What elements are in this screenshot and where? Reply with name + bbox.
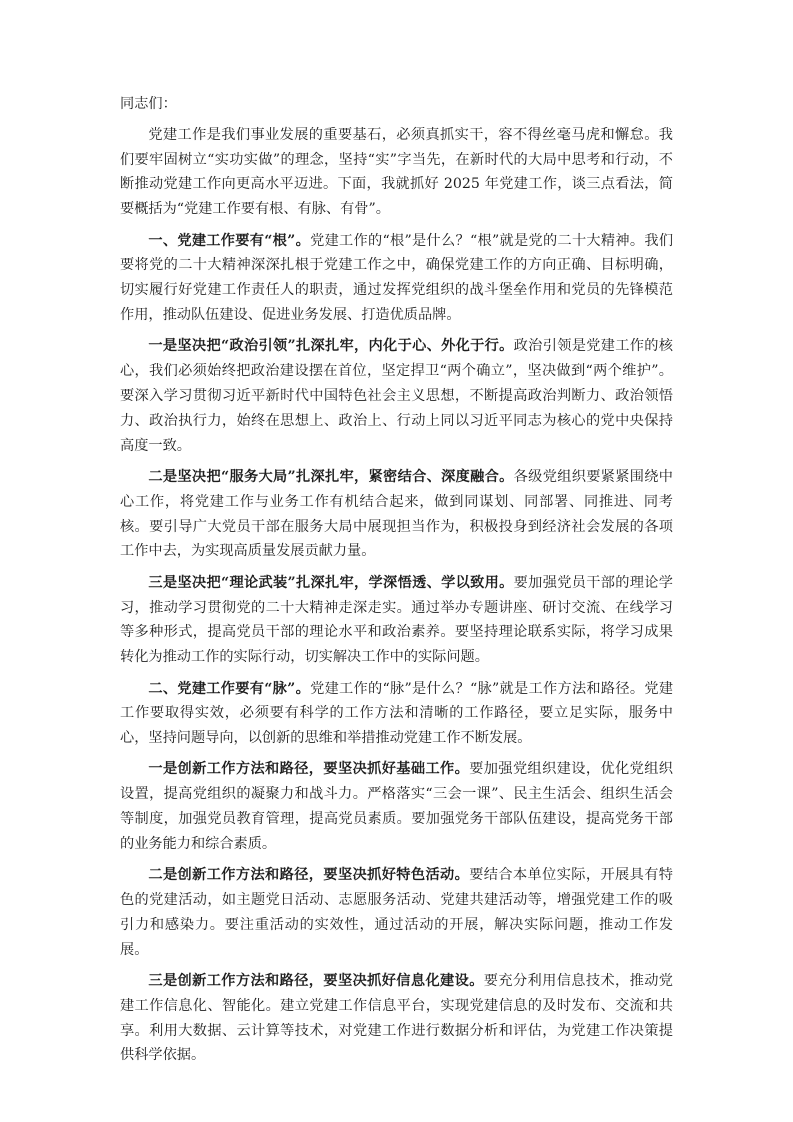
paragraph-political-guidance bbox=[120, 334, 673, 458]
paragraph-lead: 三是坚决把“理论武装”扎深扎牢，学深悟透、学以致用。 bbox=[148, 574, 514, 591]
paragraph-lead: 一是坚决把“政治引领”扎深扎牢，内化于心、外化于行。 bbox=[148, 338, 514, 355]
paragraph-lead: 三是创新工作方法和路径，要坚决抓好信息化建设。 bbox=[148, 973, 484, 990]
greeting: 同志们： bbox=[120, 96, 177, 112]
paragraph-lead: 二是坚决把“服务大局”扎深扎牢，紧密结合、深度融合。 bbox=[148, 468, 514, 485]
paragraph-text: 要结合本单位实际，开展具有特色的党建活动，如主题党日活动、志愿服务活动、党建共建活动等，增强党建工作的吸引力和感染力。要注重活动的实效性，通过活动的开展，解决实际问题，推动工作发展。 bbox=[120, 867, 673, 958]
paragraph-lead: 一、党建工作要有“根”。 bbox=[148, 232, 311, 249]
paragraph-serve-overall bbox=[120, 465, 673, 564]
paragraph-intro bbox=[120, 123, 673, 222]
paragraph-text: 要加强党组织建设，优化党组织设置，提高党组织的凝聚力和战斗力。严格落实“三会一课”、民主生活会、组织生活会等制度，加强党员教育管理，提高党员素质。要加强党务干部队伍建设，提高党务干部的业务能力和综合素质。 bbox=[120, 761, 673, 852]
document-body bbox=[120, 92, 673, 1075]
paragraph-text: 党建工作的“脉”是什么？“脉”就是工作方法和路径。党建工作要取得实效，必须要有科学的工作方法和清晰的工作路径，要立足实际，服务中心，坚持问题导向，以创新的思维和举措推动党建工作不断发展。 bbox=[120, 680, 674, 747]
paragraph-text: 各级党组织要紧紧围绕中心工作，将党建工作与业务工作有机结合起来，做到同谋划、同部署、同推进、同考核。要引导广大党员干部在服务大局中展现担当作为，积极投身到经济社会发展的各项工作中去，为实现高质量发展贡献力量。 bbox=[120, 468, 673, 560]
section-heading-vein bbox=[120, 677, 673, 751]
section-heading-root bbox=[120, 229, 673, 328]
paragraph-lead: 二是创新工作方法和路径，要坚决抓好特色活动。 bbox=[148, 867, 470, 884]
paragraph-informatization bbox=[120, 969, 673, 1068]
paragraph-featured-activities bbox=[120, 863, 673, 962]
paragraph-text: 党建工作的“根”是什么？“根”就是党的二十大精神。我们要将党的二十大精神深深扎根于党建工作之中，确保党建工作的方向正确、目标明确，切实履行好党建工作责任人的职责，通过发挥党组织的战斗堡垒作用和党员的先锋模范作用，推动队伍建设、促进业务发展、打造优质品牌。 bbox=[120, 232, 674, 323]
paragraph-text: 要加强党员干部的理论学习，推动学习贯彻党的二十大精神走深走实。通过举办专题讲座、研讨交流、在线学习等多种形式，提高党员干部的理论水平和政治素养。要坚持理论联系实际，将学习成果转化为推动工作的实际行动，切实解决工作中的实际问题。 bbox=[120, 574, 673, 666]
paragraph-text: 要充分利用信息技术，推动党建工作信息化、智能化。建立党建工作信息平台，实现党建信息的及时发布、交流和共享。利用大数据、云计算等技术，对党建工作进行数据分析和评估，为党建工作决策提供科学依据。 bbox=[120, 973, 673, 1064]
paragraph-text: 政治引领是党建工作的核心，我们必须始终把政治建设摆在首位，坚定捍卫“两个确立”，坚决做到“两个维护”。要深入学习贯彻习近平新时代中国特色社会主义思想，不断提高政治判断力、政治领悟力、政治执行力，始终在思想上、政治上、行动上同以习近平同志为核心的党中央保持高度一致。 bbox=[120, 338, 673, 454]
paragraph-lead: 二、党建工作要有“脉”。 bbox=[148, 680, 311, 697]
paragraph-theory-arming bbox=[120, 571, 673, 670]
paragraph-lead: 一是创新工作方法和路径，要坚决抓好基础工作。 bbox=[148, 761, 470, 778]
paragraph-basic-work bbox=[120, 757, 673, 856]
paragraph-text: 党建工作是我们事业发展的重要基石，必须真抓实干，容不得丝毫马虎和懈怠。我们要牢固树立“实功实做”的理念，坚持“实”字当先，在新时代的大局中思考和行动，不断推动党建工作向更高水平迈进。下面，我就抓好 2025 年党建工作，谈三点看法，简要概括为“党建工作要有根、有脉、有骨”。 bbox=[120, 126, 673, 218]
